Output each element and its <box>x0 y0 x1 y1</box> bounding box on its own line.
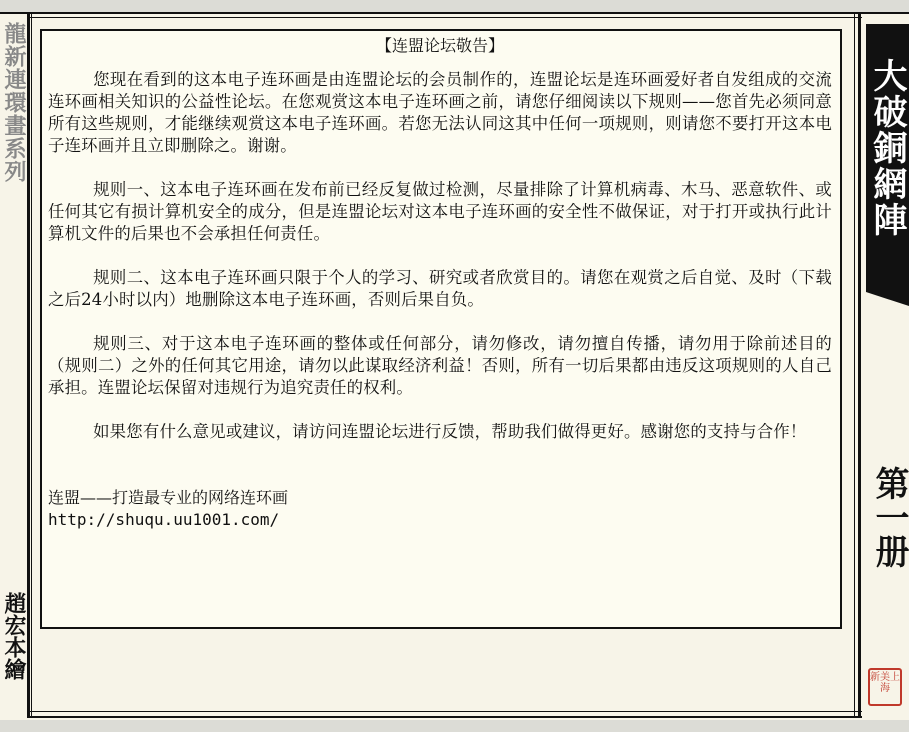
top-border-line <box>0 12 909 14</box>
top-inner-line <box>0 17 862 18</box>
right-divider-thin-line <box>854 14 855 716</box>
forum-url: http://shuqu.uu1001.com/ <box>48 510 280 529</box>
signoff-slogan: 连盟——打造最专业的网络连环画 <box>48 488 289 507</box>
bottom-inner-line <box>0 711 862 712</box>
title-block-notch <box>866 292 909 306</box>
author-credit: 趙宏本繪 <box>1 592 27 680</box>
bottom-band <box>0 720 909 732</box>
left-divider-line <box>27 14 30 716</box>
top-band <box>0 0 909 12</box>
intro-paragraph: 您现在看到的这本电子连环画是由连盟论坛的会员制作的，连盟论坛是连环画爱好者自发组成的交流连环画相关知识的公益性论坛。在您观赏这本电子连环画之前，请您仔细阅读以下规则——您首先必须同意所有这些规则，才能继续观赏这本电子连环画。若您无法认同这其中任何一项规则，则请您不要打开这本电子连环画并且立即删除之。谢谢。 <box>48 70 832 155</box>
rule-three-paragraph: 规则三、对于这本电子连环画的整体或任何部分，请勿修改，请勿擅自传播，请勿用于除前述目的（规则二）之外的任何其它用途，请勿以此谋取经济利益！否则，所有一切后果都由违反这项规则的人自己承担。连盟论坛保留对违规行为追究责任的权利。 <box>48 334 832 397</box>
rule-one-paragraph: 规则一、这本电子连环画在发布前已经反复做过检测，尽量排除了计算机病毒、木马、恶意软件、或任何其它有损计算机安全的成分，但是连盟论坛对这本电子连环画的安全性不做保证，对于打开或执行此计算机文件的后果也不会承担任何责任。 <box>48 180 832 243</box>
rule-two-paragraph: 规则二、这本电子连环画只限于个人的学习、研究或者欣赏目的。请您在观赏之后自觉、及时（下载之后24小时以内）地删除这本电子连环画，否则后果自负。 <box>48 268 832 309</box>
book-title-block <box>866 24 909 292</box>
left-divider-thin-line <box>31 14 32 716</box>
notice-title: 【连盟论坛敬告】 <box>375 36 504 55</box>
series-title: 龍新連環畫系列 <box>1 22 27 183</box>
bottom-border-line <box>0 716 909 718</box>
notice-content <box>48 35 832 531</box>
feedback-paragraph: 如果您有什么意见或建议，请访问连盟论坛进行反馈，帮助我们做得更好。感谢您的支持与合作！ <box>93 422 807 441</box>
volume-label: 第一册 <box>869 466 909 568</box>
publisher-seal: 新美上海 <box>868 668 902 706</box>
book-title: 大破銅網陣 <box>867 58 907 238</box>
notice-box <box>40 29 842 629</box>
right-divider-line <box>858 14 861 716</box>
